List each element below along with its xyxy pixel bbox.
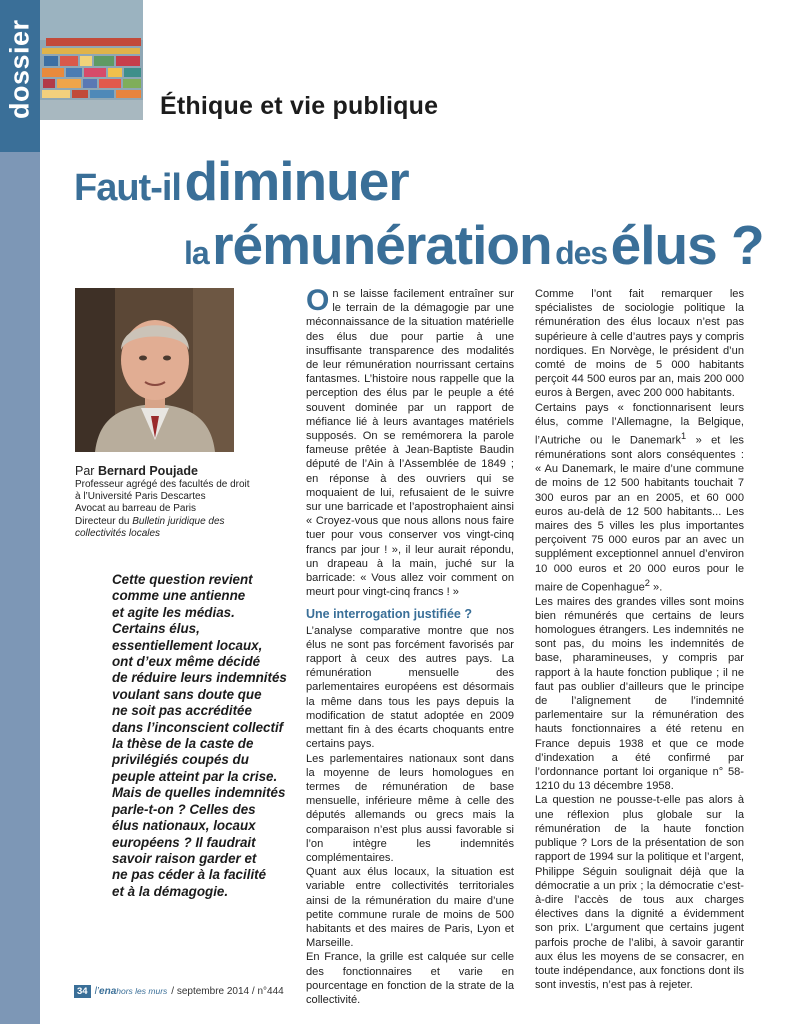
body-paragraph: L’analyse comparative montre que nos élus ne sont pas forcément favorisés par rapport à ceux des autres pays. La rémunération mensuelle des parlementaires européens est désormais la même dans tous les pays depuis la modification de statut adoptée en 2009 mettant fin à des écarts choquants entre certains pays. <box>306 624 514 751</box>
body-paragraph: Comme l’ont fait remarquer les spécialistes de sociologie politique la rémunération des élus locaux n’est pas supérieure à celle d’autres pays y compris nordiques. En Norvège, le président d’un comté de moins de 5 000 habitants perçoit 44 500 euros par an, mais 200 000 euros à Bergen, avec 200 000 habitants. <box>535 288 744 400</box>
section-tag: dossier <box>4 19 35 119</box>
title-word-5: des <box>555 235 608 271</box>
title-word-4: rémunération <box>212 214 552 276</box>
pull-quote-line: Cette question revient <box>112 572 253 587</box>
section-illustration <box>40 0 143 120</box>
author-credential: à l’Université Paris Descartes <box>75 491 206 503</box>
magazine-brand: l’enahors les murs <box>94 986 168 997</box>
author-name: Bernard Poujade <box>97 464 198 478</box>
issue-info: / septembre 2014 / n°444 <box>171 986 284 997</box>
body-paragraph: Les parlementaires nationaux sont dans la moyenne de leurs homologues en termes de rémunération de base mensuelle, inférieure même à celle des députés allemands ou grecs mais la comparaison n’est plus aussi favorable si l’on intègre les indemnités complémentaires. <box>306 752 514 864</box>
pull-quote-line: privilégiés coupés du <box>112 752 249 768</box>
body-paragraph: En France, la grille est calquée sur celle des fonctionnaires et varie en pourcentage en fonction de la strate de la collectivité. <box>306 951 514 1006</box>
author-credential: Avocat au barreau de Paris <box>75 503 197 515</box>
pull-quote-line: élus nationaux, locaux <box>112 818 256 834</box>
pull-quote-line: comme une antienne <box>112 588 246 604</box>
author-name-line <box>75 464 280 479</box>
pull-quote-line: savoir raison garder et <box>112 850 257 866</box>
article-column-2 <box>535 287 744 992</box>
author-photo <box>75 288 234 452</box>
pull-quote-line: ne pas céder à la facilité <box>112 867 267 883</box>
pull-quote-line: parle-t-on ? Celles des <box>112 801 256 817</box>
pull-quote-line: et agite les médias. <box>112 604 235 620</box>
pull-quote-line: la thèse de la caste de <box>112 736 254 752</box>
body-paragraph: La question ne pousse-t-elle pas alors à une réflexion plus globale sur la rémunération de la haute fonction publique ? Lors de la présentation de son rapport de 1994 sur la politique et l’argent, Philippe Séguin soulignait déjà que la démocratie a un prix ; la démocratie c’est-à-dire l’accès de tous aux charges électives dans la dignité a évidemment son prix. L’argument que certains jugent parfois proche de l’alibi, à savoir garantir aux élus les moyens de se consacrer, en toute indépendance, aux fonctions dont ils sont investis, n’est pas à rejeter. <box>535 794 744 992</box>
article-column-1 <box>306 284 514 1007</box>
body-paragraph: Les maires des grandes villes sont moins bien rémunérés que certains de leurs homologues étrangers. Les indemnités ne sont pas, du moins les indemnités de base, pharamineuses, y compris par rapport à la haute fonction publique ; il ne faut pas oublier d’ailleurs que le principe de l’alignement de l’indemnité parlementaire sur la rémunération des hauts fonctionnaires a été retenu en France depuis 1938 et que ce mode d’indexation a été confirmé par l’ordonnance portant loi organique n° 58-1210 du 13 décembre 1958. <box>535 595 744 793</box>
title-word-1: Faut-il <box>74 167 181 209</box>
author-byline <box>75 464 280 540</box>
title-word-6: élus ? <box>610 214 764 276</box>
pull-quote-line: essentiellement locaux, <box>112 637 263 653</box>
page-number: 34 <box>74 985 91 998</box>
page-footer <box>74 985 284 998</box>
kicker-heading: Éthique et vie publique <box>160 92 439 120</box>
pull-quote-line: dans l’inconscient collectif <box>112 719 284 735</box>
pull-quote-line: Mais de quelles indemnités <box>112 785 286 801</box>
pull-quote-line: européens ? Il faudrait <box>112 834 256 850</box>
title-word-2: diminuer <box>184 150 409 212</box>
pull-quote-line: voulant sans doute que <box>112 686 262 702</box>
footnote-ref: 1 <box>681 431 687 442</box>
drop-cap: O <box>306 284 330 317</box>
author-credential-director-cont: collectivités locales <box>75 527 161 539</box>
author-prefix: Par <box>75 464 95 478</box>
section-tag-band <box>0 0 40 152</box>
intro-paragraph: On se laisse facilement entraîner sur le terrain de la démagogie par une méconnaissance de la situation matérielle des élus due pour partie à une insuffisante transparence des modalités de leur rémunération nourrissant certains fantasmes. L’histoire nous rappelle que la perception des élus par le peuple a été souvent dominée par un rapport de méfiance lié à leurs avantages matériels supposés. On se remémorera la parole fameuse prêtée à Jean-Baptiste Baudin député de l’Ain à l’Assemblée de 1849 ; en réponse à des ouvriers qui se moquaient de lui, refusaient de le suivre sur une barricade et l’apostrophaient ainsi « Croyez-vous que nous allons nous faire tuer pour vous conserver vos vingt-cinq francs par jour ! », il leur aurait répondu, un drapeau à la main, juché sur la barricade: « Vous allez voir comment on meurt pour vingt-cinq francs ! » <box>306 284 514 599</box>
pull-quote-line: Certains élus, <box>112 621 200 637</box>
pull-quote-line: de réduire leurs indemnités <box>112 670 287 686</box>
title-word-3: la <box>184 235 209 271</box>
footnote-ref: 2 <box>644 577 650 588</box>
left-sidebar-band <box>0 0 40 1024</box>
pull-quote-line: ne soit pas accréditée <box>112 703 252 719</box>
pull-quote-line: ont d’eux même décidé <box>112 654 261 670</box>
pull-quote-line: peuple atteint par la crise. <box>112 768 278 784</box>
pull-quote <box>112 572 292 900</box>
author-credential-director: Directeur du Bulletin juridique des <box>75 515 225 527</box>
pull-quote-line: et à la démagogie. <box>112 883 229 899</box>
section-subheading: Une interrogation justifiée ? <box>306 607 472 622</box>
author-credential: Professeur agrégé des facultés de droit <box>75 479 250 490</box>
body-paragraph-footnoted: Certains pays « fonctionnarisent leurs élus, comme l’Allemagne, la Belgique, l’Autriche ou le Danemark$^1$ » et les rémunérations sont alors conséquentes : « Au Danemark, le maire d’une commune de moins de 12 500 habitants touchait 7 300 euros par an en 2005, et 60 000 euros au-delà de 12 500 habitants... Les maires des 5 villes les plus importantes perçoivent 75 000 euros par an avec un supplément exceptionnel annuel d’environ 10 000 euros et 20 000 euros pour le maire de Copenhague$^2$ ». <box>535 401 744 594</box>
body-paragraph: Quant aux élus locaux, la situation est variable entre collectivités territoriales ainsi de la rémunération du maire d’une petite commune rurale de moins de 500 habitants et des maires de Paris, Lyon et Marseille. <box>306 866 514 950</box>
